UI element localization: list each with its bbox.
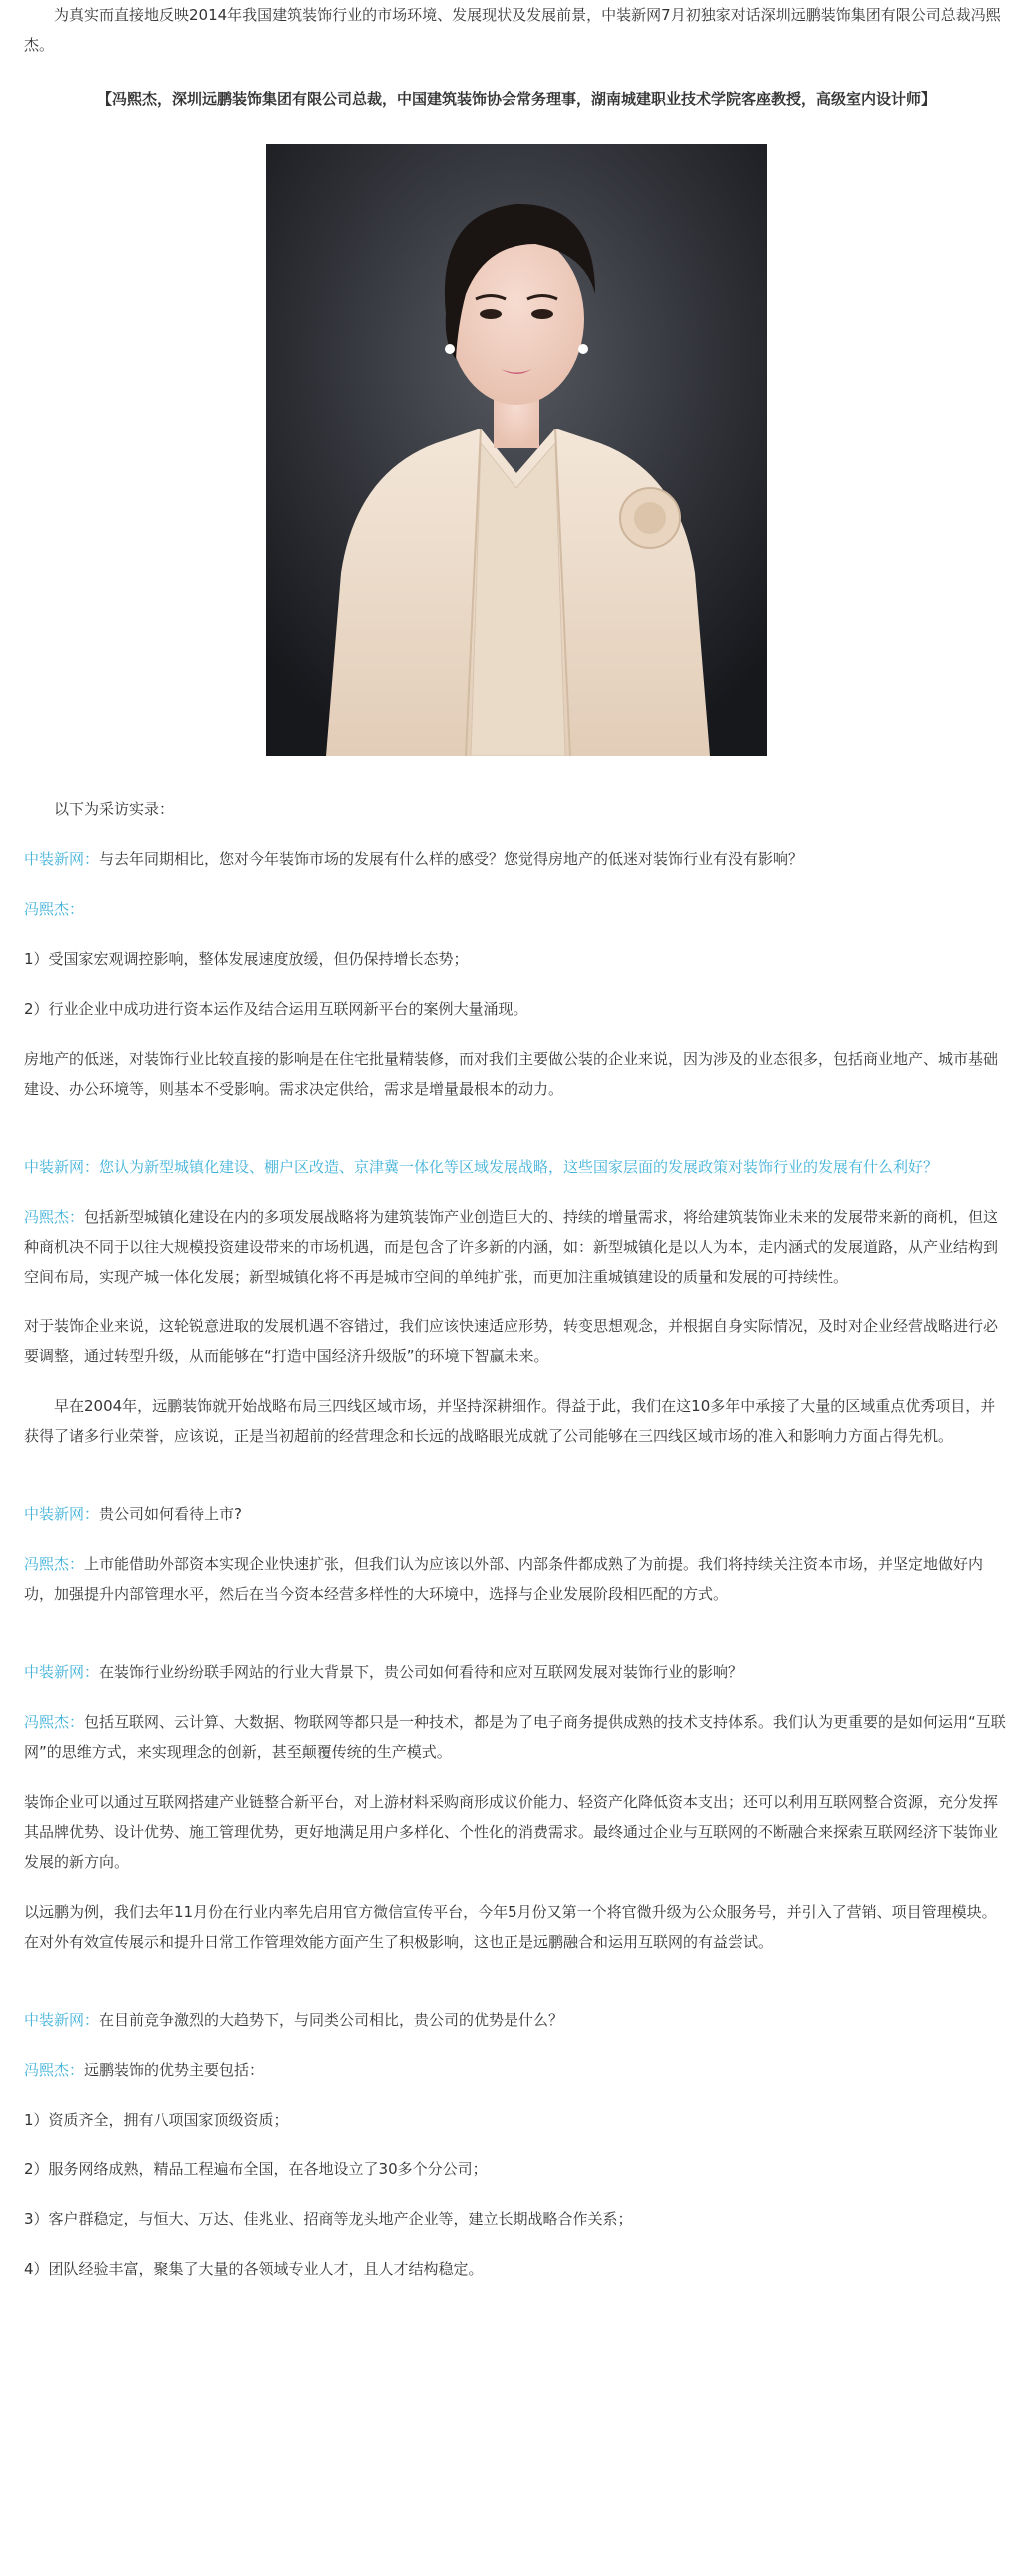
interviewee-label: 冯熙杰： <box>24 2061 85 2079</box>
portrait-photo <box>266 144 767 756</box>
qa5-answer <box>24 2055 1009 2085</box>
qa3-answer-text: 上市能借助外部资本实现企业快速扩张，但我们认为应该以外部、内部条件都成熟了为前提。我们将持续关注资本市场，并坚定地做好内功，加强提升内部管理水平，然后在当今资本经营多样性的大环境中，选择与企业发展阶段相匹配的方式。 <box>24 1555 984 1603</box>
interviewer-label: 中装新网： <box>24 2011 100 2029</box>
qa5-point-4: 4）团队经验丰富，聚集了大量的各领域专业人才，且人才结构稳定。 <box>24 2260 484 2278</box>
qa1-point-2: 2）行业企业中成功进行资本运作及结合运用互联网新平台的案例大量涌现。 <box>24 1000 528 1018</box>
qa4-question-text: 在装饰行业纷纷联手网站的行业大背景下，贵公司如何看待和应对互联网发展对装饰行业的影响？ <box>99 1663 744 1681</box>
qa5-answer-text: 远鹏装饰的优势主要包括： <box>84 2061 265 2079</box>
qa5-point-3: 3）客户群稳定，与恒大、万达、佳兆业、招商等龙头地产企业等，建立长期战略合作关系； <box>24 2210 633 2228</box>
qa2-question <box>24 1152 1009 1182</box>
interviewer-label: 中装新网： <box>24 1158 100 1176</box>
qa3-question-text: 贵公司如何看待上市? <box>99 1505 242 1523</box>
interviewer-label: 中装新网： <box>24 850 100 868</box>
interviewee-label: 冯熙杰： <box>24 1208 85 1226</box>
interviewee-label: 冯熙杰： <box>24 900 85 918</box>
qa1-point-1: 1）受国家宏观调控影响，整体发展速度放缓，但仍保持增长态势； <box>24 950 469 968</box>
bio-caption: 【冯熙杰，深圳远鹏装饰集团有限公司总裁，中国建筑装饰协会常务理事，湖南城建职业技术学院客座教授，高级室内设计师】 <box>96 90 936 108</box>
qa4-paragraph-1: 装饰企业可以通过互联网搭建产业链整合新平台，对上游材料采购商形成议价能力、轻资产化降低资本支出；还可以利用互联网整合资源，充分发挥其品牌优势、设计优势、施工管理优势，更好地满足用户多样化、个性化的消费需求。最终通过企业与互联网的不断融合来探索互联网经济下装饰业发展的新方向。 <box>24 1793 999 1871</box>
qa4-answer-text: 包括互联网、云计算、大数据、物联网等都只是一种技术，都是为了电子商务提供成熟的技术支持体系。我们认为更重要的是如何运用“互联网”的思维方式，来实现理念的创新，甚至颠覆传统的生产模式。 <box>24 1713 1006 1761</box>
qa2-paragraph-2: 早在2004年，远鹏装饰就开始战略布局三四线区域市场，并坚持深耕细作。得益于此，我们在这10多年中承接了大量的区域重点优秀项目，并获得了诸多行业荣誉，应该说，正是当初超前的经营理念和长远的战略眼光成就了公司能够在三四线区域市场的准入和影响力方面占得先机。 <box>24 1397 996 1445</box>
qa1-question <box>24 844 1009 874</box>
qa3-question <box>24 1499 1009 1529</box>
qa2-question-text: 您认为新型城镇化建设、棚户区改造、京津冀一体化等区域发展战略，这些国家层面的发展政策对装饰行业的发展有什么利好？ <box>99 1158 939 1176</box>
interviewee-label: 冯熙杰： <box>24 1713 85 1731</box>
qa1-question-text: 与去年同期相比，您对今年装饰市场的发展有什么样的感受？您觉得房地产的低迷对装饰行业有没有影响？ <box>99 850 804 868</box>
qa5-point-1: 1）资质齐全，拥有八项国家顶级资质； <box>24 2111 289 2129</box>
qa5-point-2: 2）服务网络成熟，精品工程遍布全国，在各地设立了30多个分公司； <box>24 2160 488 2178</box>
qa5-question <box>24 2005 1009 2035</box>
qa5-question-text: 在目前竞争激烈的大趋势下，与同类公司相比，贵公司的优势是什么？ <box>99 2011 564 2029</box>
portrait-illustration <box>266 144 767 756</box>
qa1-paragraph: 房地产的低迷，对装饰行业比较直接的影响是在住宅批量精装修，而对我们主要做公装的企业来说，因为涉及的业态很多，包括商业地产、城市基础建设、办公环境等，则基本不受影响。需求决定供给，需求是增量最根本的动力。 <box>24 1050 999 1098</box>
intro-paragraph: 为真实而直接地反映2014年我国建筑装饰行业的市场环境、发展现状及发展前景，中装新网7月初独家对话深圳远鹏装饰集团有限公司总裁冯熙杰。 <box>24 6 1001 54</box>
interviewer-label: 中装新网： <box>24 1505 100 1523</box>
lead-paragraph: 以下为采访实录： <box>54 800 175 818</box>
qa4-question <box>24 1657 1009 1687</box>
portrait-photo-wrap <box>24 144 1009 756</box>
interviewer-label: 中装新网： <box>24 1663 100 1681</box>
qa3-answer <box>24 1549 1009 1609</box>
qa2-answer-text: 包括新型城镇化建设在内的多项发展战略将为建筑装饰产业创造巨大的、持续的增量需求，将给建筑装饰业未来的发展带来新的商机，但这种商机决不同于以往大规模投资建设带来的市场机遇，而是包含了许多新的内涵，如：新型城镇化是以人为本，走内涵式的发展道路，从产业结构到空间布局，实现产城一体化发展；新型城镇化将不再是城市空间的单纯扩张，而更加注重城镇建设的质量和发展的可持续性。 <box>24 1208 999 1286</box>
qa2-paragraph-1: 对于装饰企业来说，这轮锐意进取的发展机遇不容错过，我们应该快速适应形势，转变思想观念，并根据自身实际情况，及时对企业经营战略进行必要调整，通过转型升级，从而能够在“打造中国经济升级版”的环境下智赢未来。 <box>24 1317 999 1365</box>
qa4-paragraph-2: 以远鹏为例，我们去年11月份在行业内率先启用官方微信宣传平台，今年5月份又第一个将官微升级为公众服务号，并引入了营销、项目管理模块。在对外有效宣传展示和提升日常工作管理效能方面产生了积极影响，这也正是远鹏融合和运用互联网的有益尝试。 <box>24 1903 997 1951</box>
interviewee-label: 冯熙杰： <box>24 1555 85 1573</box>
qa2-answer <box>24 1202 1009 1291</box>
qa4-answer <box>24 1707 1009 1767</box>
